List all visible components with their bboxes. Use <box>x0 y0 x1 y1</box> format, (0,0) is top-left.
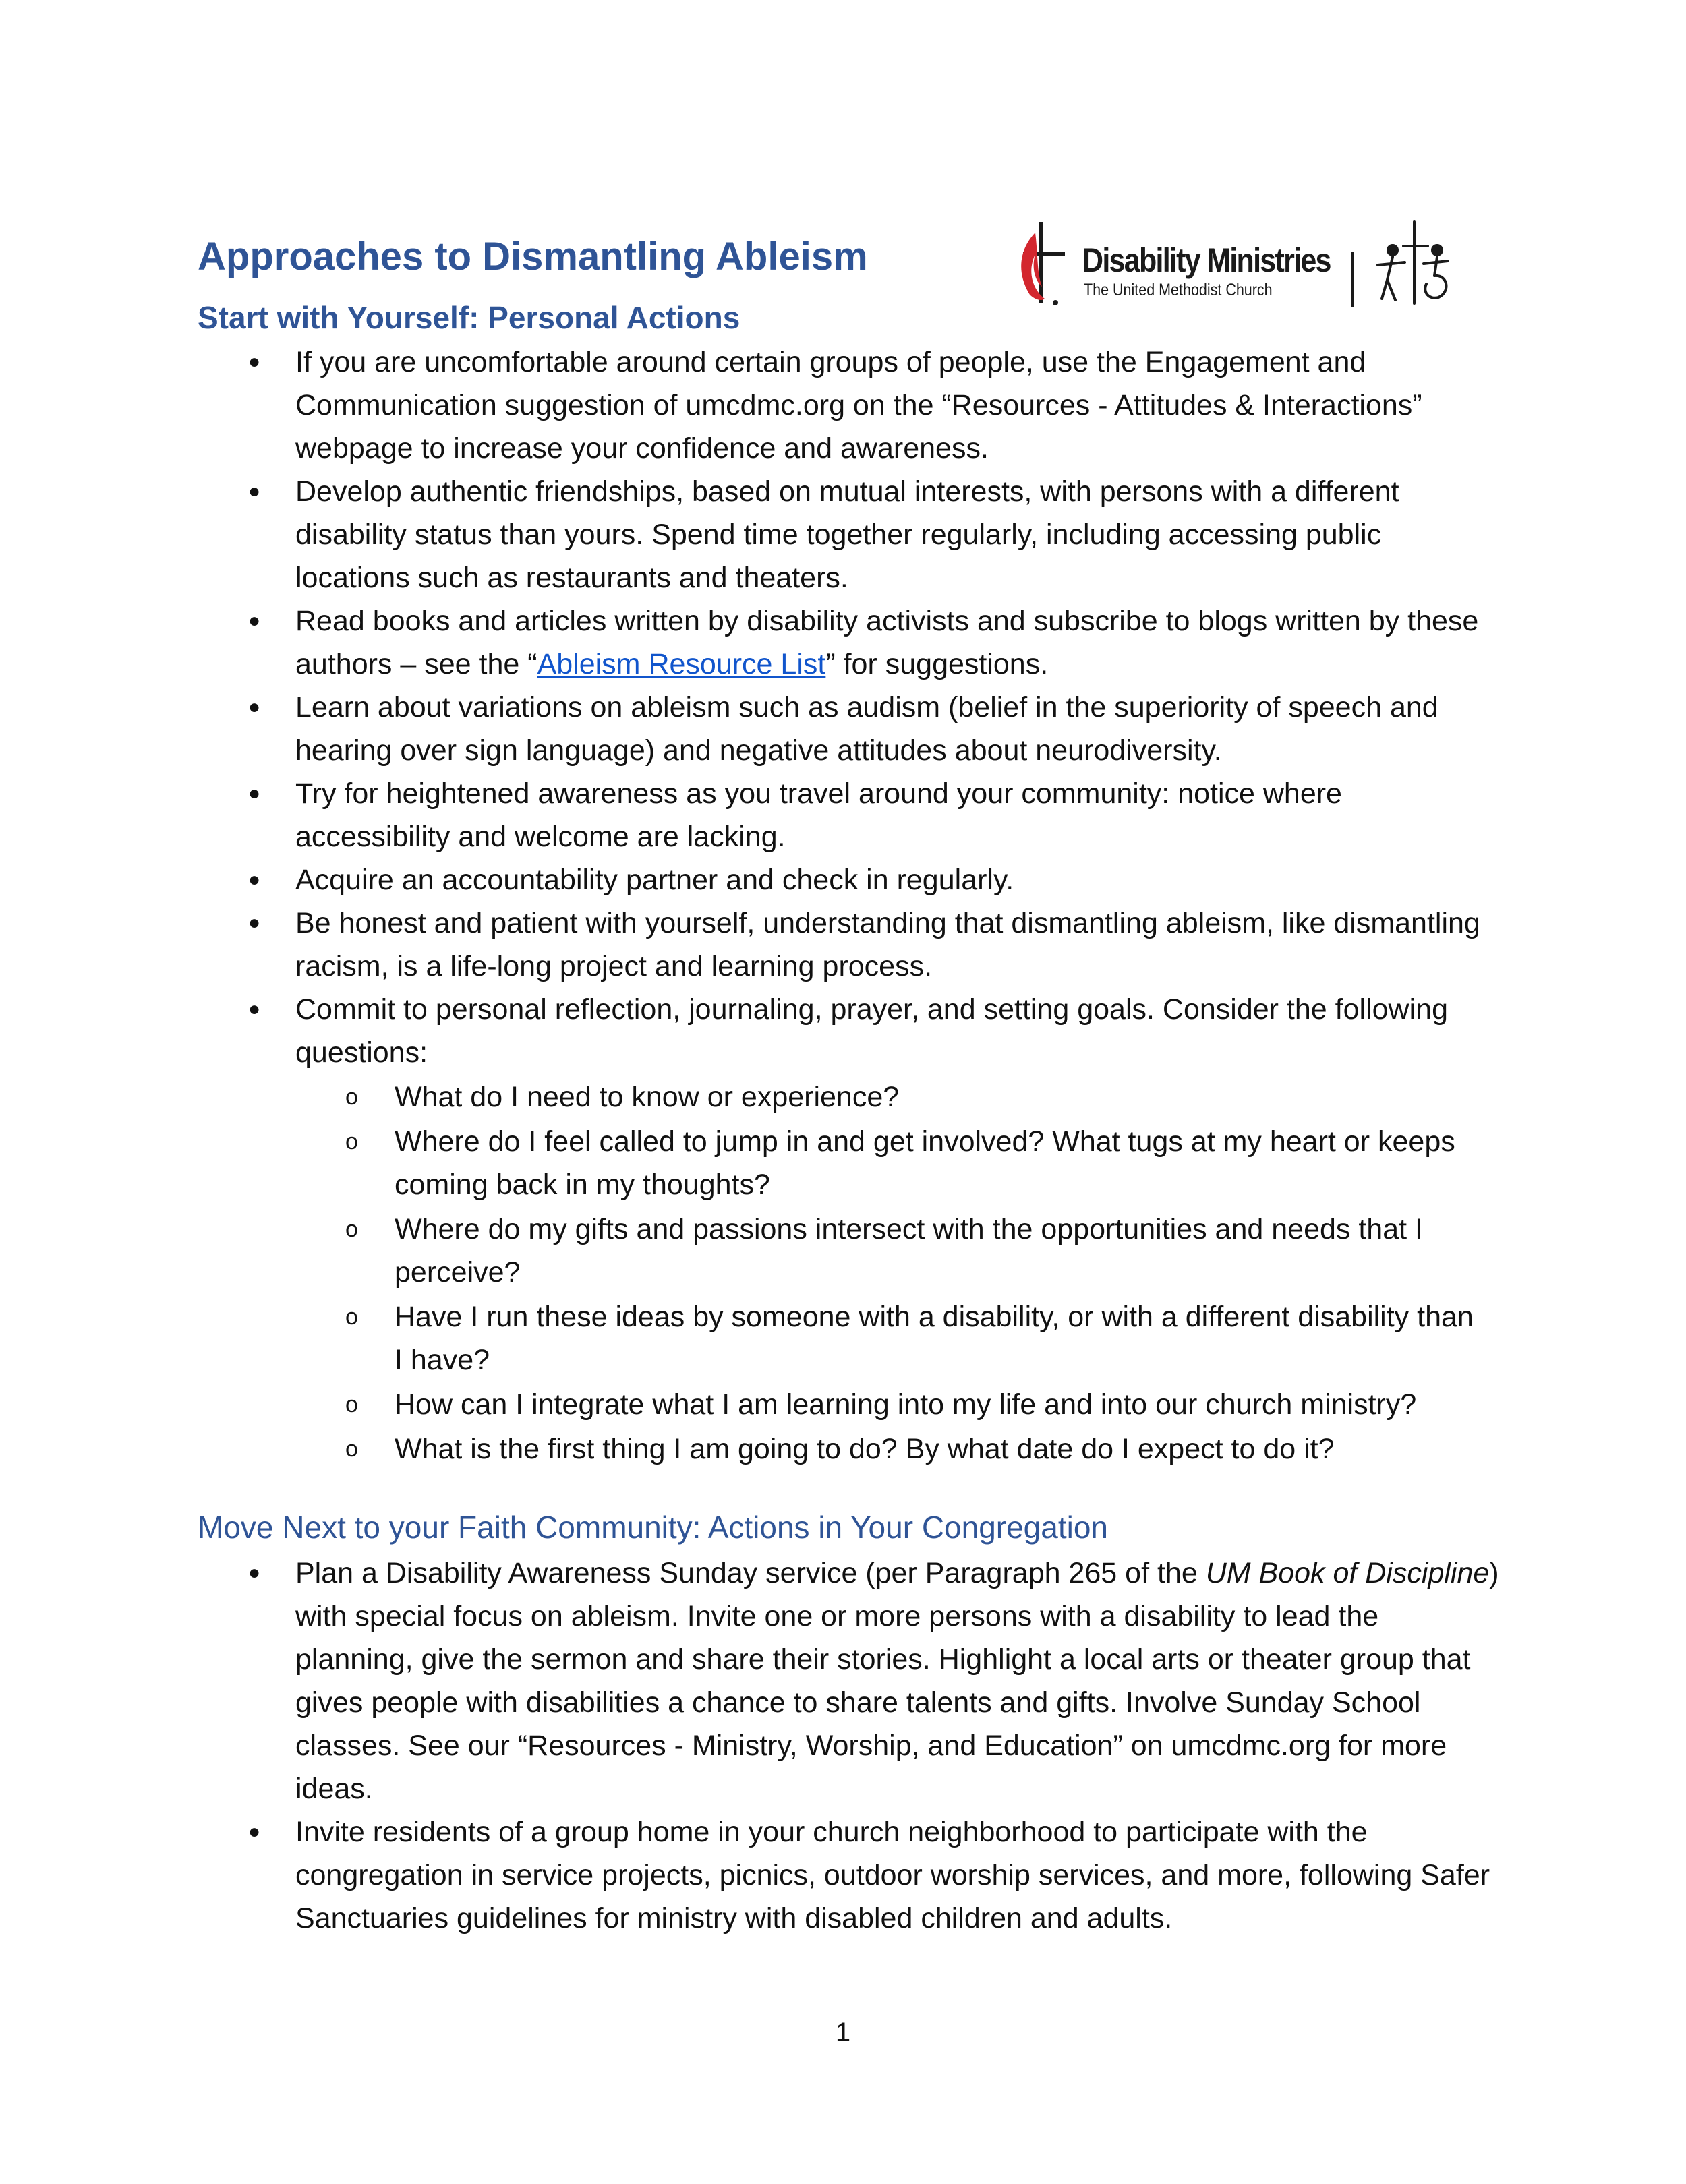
sub-list-item <box>0 1383 1487 1426</box>
list-item-text: Plan a Disability Awareness Sunday service (per Paragraph 265 of the <box>295 1557 1206 1589</box>
reflection-questions-list <box>295 1075 1503 1471</box>
sub-list-item <box>0 1120 1487 1206</box>
sub-list-item <box>0 1075 1487 1119</box>
logo-subtitle: The United Methodist Church <box>1084 281 1273 299</box>
logo-title: Disability Ministries <box>1082 241 1331 279</box>
hollow-bullet-icon: o <box>345 1129 358 1154</box>
document-title: Approaches to Dismantling Ableism <box>198 235 868 278</box>
hollow-bullet-icon: o <box>345 1084 358 1110</box>
book-title: UM Book of Discipline <box>1205 1557 1490 1589</box>
list-item <box>0 988 1503 1471</box>
list-item-text: Commit to personal reflection, journaling, prayer, and setting goals. Consider the following questions: <box>295 993 1448 1069</box>
list-item-text: Invite residents of a group home in your church neighborhood to participate with the congregation in service projects, picnics, outdoor worship services, and more, following Safer Sanctuaries guidelines for ministry with disabled children and adults. <box>295 1816 1490 1935</box>
bullet-icon: ● <box>248 1562 261 1584</box>
list-item <box>0 686 1503 772</box>
hollow-bullet-icon: o <box>345 1216 358 1242</box>
list-item <box>0 599 1503 686</box>
bullet-icon: ● <box>248 782 261 804</box>
bullet-icon: ● <box>248 998 261 1020</box>
congregation-actions-list <box>0 1552 1686 1940</box>
sub-list-item-text: What do I need to know or experience? <box>395 1081 900 1113</box>
sub-list-item-text: Have I run these ideas by someone with a disability, or with a different disability than I have? <box>395 1301 1474 1376</box>
hollow-bullet-icon: o <box>345 1304 358 1330</box>
list-item-text: Be honest and patient with yourself, understanding that dismantling ableism, like dismantling racism, is a life-long project and learning process. <box>295 907 1480 982</box>
list-item-text: Try for heightened awareness as you travel around your community: notice where accessibility and welcome are lacking. <box>295 777 1342 853</box>
list-item-text: Acquire an accountability partner and check in regularly. <box>295 864 1014 896</box>
list-item <box>0 1552 1503 1810</box>
list-item-text: ) with special focus on ableism. Invite one or more persons with a disability to lead the planning, give the sermon and share their stories. Highlight a local arts or theater group that gives people with disabilities a chance to share talents and gifts. Involve Sunday School classes. See our “Resources - Ministry, Worship, and Education” on umcdmc.org for more ideas. <box>295 1557 1499 1805</box>
ableism-resource-list-link[interactable]: Ableism Resource List <box>537 648 826 680</box>
list-item <box>0 470 1503 599</box>
bullet-icon: ● <box>248 868 261 891</box>
list-item <box>0 902 1503 988</box>
list-item-text: If you are uncomfortable around certain groups of people, use the Engagement and Communication suggestion of umcdmc.org on the “Resources - Attitudes & Interactions” webpage to increase your confidence and awareness. <box>295 346 1422 465</box>
list-item <box>0 1810 1503 1940</box>
sub-list-item <box>0 1295 1487 1382</box>
list-item <box>0 772 1503 858</box>
list-item-text: Develop authentic friendships, based on mutual interests, with persons with a different disability status than yours. Spend time together regularly, including accessing public locations such as restaurants and theaters. <box>295 475 1399 594</box>
section-heading-personal-actions: Start with Yourself: Personal Actions <box>198 300 740 335</box>
bullet-icon: ● <box>248 351 261 373</box>
bullet-icon: ● <box>248 696 261 718</box>
sub-list-item-text: Where do my gifts and passions intersect with the opportunities and needs that I perceive? <box>395 1213 1423 1289</box>
sub-list-item <box>0 1427 1487 1471</box>
bullet-icon: ● <box>248 1821 261 1843</box>
page-number: 1 <box>835 2017 851 2047</box>
sub-list-item <box>0 1208 1487 1294</box>
logo-divider <box>1351 252 1354 307</box>
bullet-icon: ● <box>248 912 261 934</box>
list-item <box>0 858 1503 902</box>
list-item-text: Read books and articles written by disability activists and subscribe to blogs written by these authors – see the “ <box>295 605 1479 680</box>
disability-ministries-figures-icon <box>1372 219 1453 310</box>
hollow-bullet-icon: o <box>345 1436 358 1462</box>
personal-actions-list <box>0 341 1686 1471</box>
cross-and-flame-icon <box>1015 219 1069 310</box>
hollow-bullet-icon: o <box>345 1392 358 1417</box>
sub-list-item-text: Where do I feel called to jump in and get involved? What tugs at my heart or keeps coming back in my thoughts? <box>395 1125 1455 1201</box>
list-item-text: ” for suggestions. <box>825 648 1049 680</box>
sub-list-item-text: How can I integrate what I am learning into my life and into our church ministry? <box>395 1388 1417 1421</box>
section-heading-congregation-actions: Move Next to your Faith Community: Actions in Your Congregation <box>198 1510 1109 1545</box>
list-item <box>0 341 1503 470</box>
disability-ministries-logo <box>1015 219 1467 310</box>
bullet-icon: ● <box>248 480 261 502</box>
sub-list-item-text: What is the first thing I am going to do? By what date do I expect to do it? <box>395 1433 1335 1465</box>
bullet-icon: ● <box>248 610 261 632</box>
list-item-text: Learn about variations on ableism such as audism (belief in the superiority of speech and hearing over sign language) and negative attitudes about neurodiversity. <box>295 691 1438 767</box>
